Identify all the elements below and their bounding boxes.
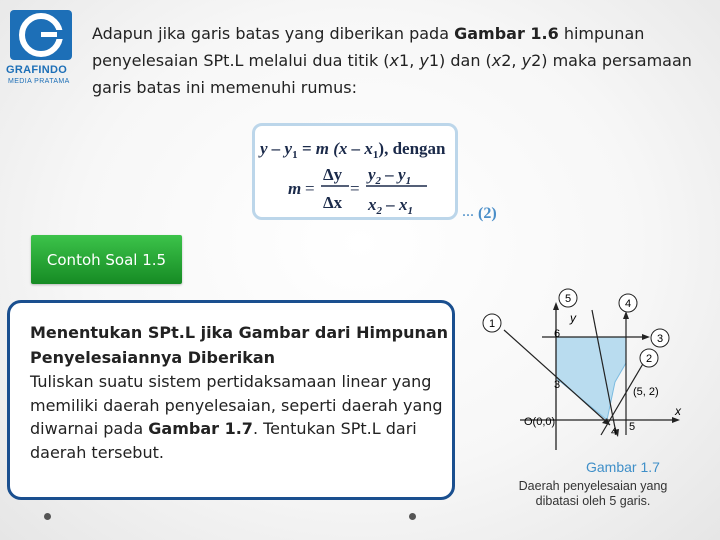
equation-number: (2) [478, 205, 497, 222]
tick-label-4: 4 [611, 426, 618, 438]
problem-body [30, 370, 452, 464]
x-axis-label: x [675, 404, 681, 418]
problem-title: Menentukan SPt.L jika Gambar dari Himpunan Penyelesaiannya Diberikan [30, 323, 449, 367]
circle-label-4 [619, 294, 637, 312]
formula-m: m [288, 179, 302, 198]
problem-card [7, 300, 455, 500]
logo-name: GRAFINDO [6, 64, 68, 76]
y-axis-arrow-icon [553, 302, 559, 310]
figure-caption-body: Daerah penyelesaian yang dibatasi oleh 5 garis. [518, 479, 668, 508]
intro-text: himpunan penyelesaian SPt.L melalui dua titik ( [92, 24, 645, 70]
figure-caption-title: Gambar 1.7 [586, 459, 660, 475]
origin-label: O(0,0) [524, 416, 556, 428]
y-axis-label: y [570, 311, 576, 325]
circle-label-3 [651, 329, 669, 347]
formula-dy: Δy [323, 165, 343, 184]
grafindo-logo-mark [8, 8, 74, 62]
intro-text: 1) dan ( [428, 51, 492, 70]
svg-text:5: 5 [564, 293, 572, 305]
problem-figure-ref: Gambar 1.7 [148, 419, 253, 438]
svg-text:3: 3 [656, 333, 664, 345]
formula-box [252, 123, 458, 220]
tick-label-3: 3 [554, 379, 561, 391]
formula-eq2: = [350, 179, 360, 198]
intro-figure-ref: Gambar 1.6 [454, 24, 559, 43]
intro-paragraph [92, 20, 712, 101]
var-x2: x [491, 51, 502, 70]
formula-line1: $y - y_1 = m$ $(x - x_1)$, dengan [260, 139, 446, 161]
line-3-arrow-icon [642, 334, 650, 340]
example-button[interactable]: Contoh Soal 1.5 [31, 235, 182, 284]
intro-text: 1, [399, 51, 420, 70]
circle-label-2 [640, 349, 658, 367]
decorative-dot [44, 513, 51, 520]
problem-text: Tuliskan suatu sistem pertidaksamaan linear yang memiliki daerah penyelesaian, seperti daerah yang diwarnai pada [30, 372, 443, 438]
point-label: (5, 2) [633, 386, 659, 398]
grafindo-logo [4, 8, 84, 90]
intro-text: 2) maka persamaan garis batas ini memenuhi rumus: [92, 51, 692, 97]
formula-eq1: = [305, 179, 315, 198]
circle-label-5 [559, 289, 577, 307]
svg-text:2: 2 [645, 353, 653, 365]
var-y2: y [521, 51, 532, 70]
formula-svg [255, 126, 455, 217]
var-x1: x [389, 51, 400, 70]
intro-text: Adapun jika garis batas yang diberikan pada [92, 24, 455, 43]
svg-text:1: 1 [488, 318, 496, 330]
circle-label-1 [483, 314, 501, 332]
equation-dots: ... [462, 203, 474, 220]
problem-text: . Tentukan SPt.L dari daerah tersebut. [30, 419, 417, 462]
figure-graph [470, 285, 690, 460]
svg-text:4: 4 [624, 298, 632, 310]
formula-denominator: $x_2 - x_1$ [368, 195, 413, 217]
logo-tagline: MEDIA PRATAMA [8, 78, 70, 85]
var-y1: y [419, 51, 429, 70]
intro-text: 2, [501, 51, 522, 70]
decorative-dot [409, 513, 416, 520]
formula-numerator: $y_2 - y_1$ [368, 165, 412, 187]
tick-label-5: 5 [629, 421, 636, 433]
tick-label-6: 6 [554, 328, 561, 340]
formula-dx: Δx [323, 193, 343, 212]
